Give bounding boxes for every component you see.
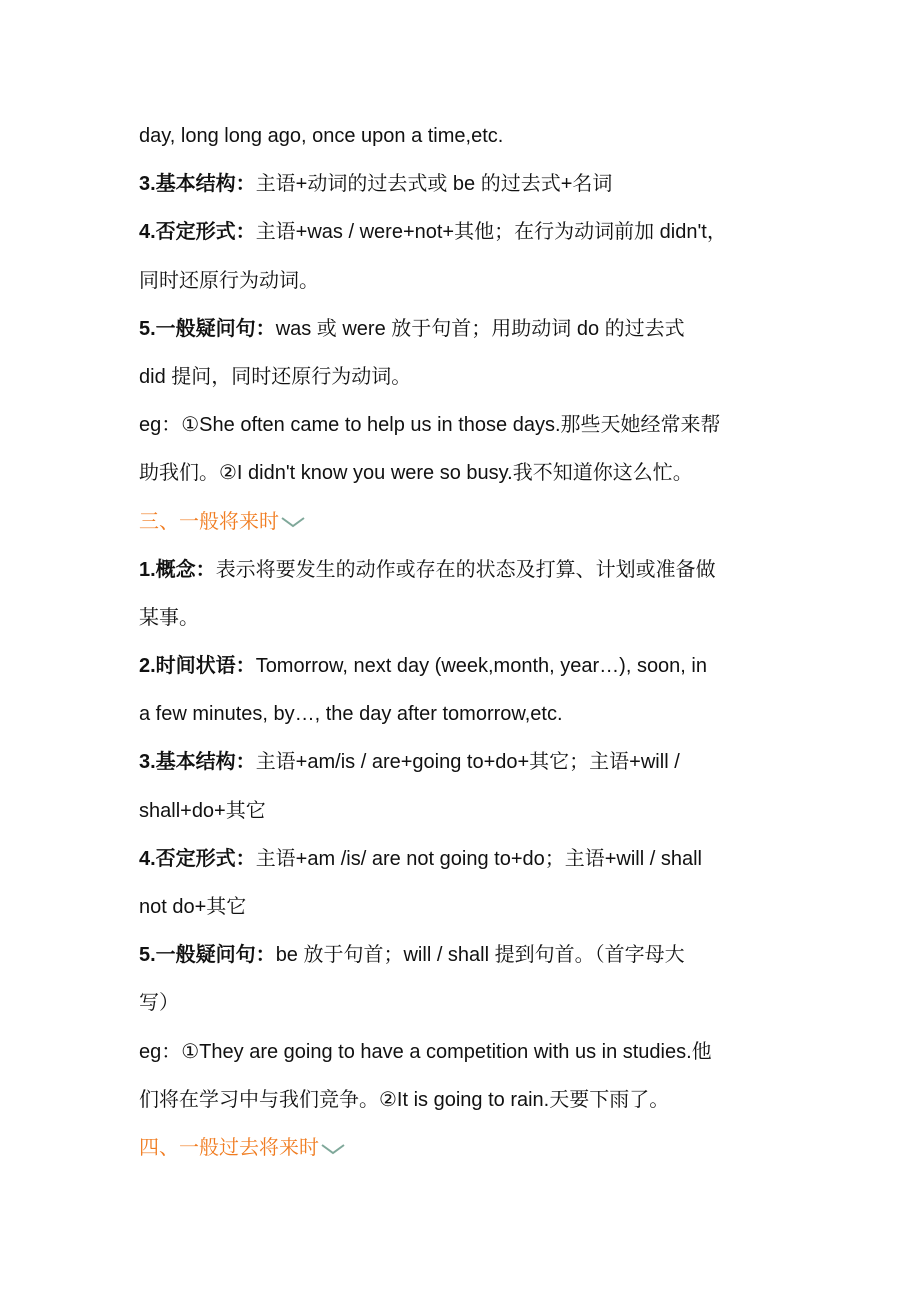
text-line bbox=[139, 212, 789, 260]
text-line bbox=[139, 887, 789, 935]
line-text: 助我们。②I didn't know you were so busy.我不知道你这么忙。 bbox=[139, 462, 693, 485]
text-line bbox=[139, 453, 789, 501]
text-line bbox=[139, 309, 789, 357]
text-line bbox=[139, 646, 789, 694]
line-text: 写） bbox=[139, 992, 179, 1015]
line-label: 4.否定形式： bbox=[139, 221, 256, 244]
text-line bbox=[139, 694, 789, 742]
text-line bbox=[139, 1032, 789, 1080]
line-text: was 或 were 放于句首；用助动词 do 的过去式 bbox=[275, 317, 685, 340]
text-line bbox=[139, 164, 789, 212]
text-line bbox=[139, 742, 789, 790]
text-line bbox=[139, 550, 789, 598]
heading-text: 三、一般将来时 bbox=[139, 510, 279, 533]
line-text: 主语+was / were+not+其他；在行为动词前加 didn't， bbox=[255, 221, 727, 244]
line-label: 5.一般疑问句： bbox=[139, 317, 276, 340]
line-label: 4.否定形式： bbox=[139, 847, 256, 870]
section-heading[interactable] bbox=[139, 502, 789, 550]
chevron-down-icon[interactable] bbox=[280, 515, 306, 529]
line-text: shall+do+其它 bbox=[139, 799, 266, 822]
line-text: 主语+am/is / are+going to+do+其它；主语+will / bbox=[255, 751, 680, 774]
text-line bbox=[139, 983, 789, 1031]
line-text: did 提问，同时还原行为动词。 bbox=[139, 365, 412, 388]
text-line bbox=[139, 935, 789, 983]
line-text: 某事。 bbox=[139, 606, 199, 629]
line-text: day, long long ago, once upon a time,etc. bbox=[139, 125, 504, 147]
line-text: eg：①They are going to have a competition with us in studies.他 bbox=[139, 1040, 712, 1063]
section-heading[interactable] bbox=[139, 1128, 789, 1176]
chevron-down-icon[interactable] bbox=[320, 1142, 346, 1156]
text-line bbox=[139, 791, 789, 839]
text-line bbox=[139, 1080, 789, 1128]
line-text: be 放于句首；will / shall 提到句首。（首字母大 bbox=[275, 944, 685, 967]
text-line bbox=[139, 405, 789, 453]
line-label: 3.基本结构： bbox=[139, 751, 256, 774]
line-text: 们将在学习中与我们竞争。②It is going to rain.天要下雨了。 bbox=[139, 1088, 670, 1111]
text-line bbox=[139, 598, 789, 646]
line-text: eg：①She often came to help us in those days.那些天她经常来帮 bbox=[139, 414, 721, 437]
text-line bbox=[139, 357, 789, 405]
line-text: 表示将要发生的动作或存在的状态及打算、计划或准备做 bbox=[215, 558, 716, 581]
line-label: 1.概念： bbox=[139, 558, 216, 581]
line-label: 5.一般疑问句： bbox=[139, 944, 276, 967]
line-text: 主语+动词的过去式或 be 的过去式+名词 bbox=[255, 173, 613, 196]
line-label: 2.时间状语： bbox=[139, 655, 256, 678]
line-text: a few minutes, by…, the day after tomorrow,etc. bbox=[139, 703, 563, 726]
text-line bbox=[139, 839, 789, 887]
line-label: 3.基本结构： bbox=[139, 173, 256, 196]
line-text: not do+其它 bbox=[139, 896, 247, 918]
text-line bbox=[139, 116, 789, 164]
line-text: 同时还原行为动词。 bbox=[139, 269, 319, 292]
line-text: Tomorrow, next day (week,month, year…), soon, in bbox=[255, 655, 707, 678]
text-line bbox=[139, 261, 789, 309]
line-text: 主语+am /is/ are not going to+do；主语+will / shall bbox=[255, 847, 702, 870]
document-page bbox=[139, 116, 789, 1176]
heading-text: 四、一般过去将来时 bbox=[139, 1136, 319, 1159]
